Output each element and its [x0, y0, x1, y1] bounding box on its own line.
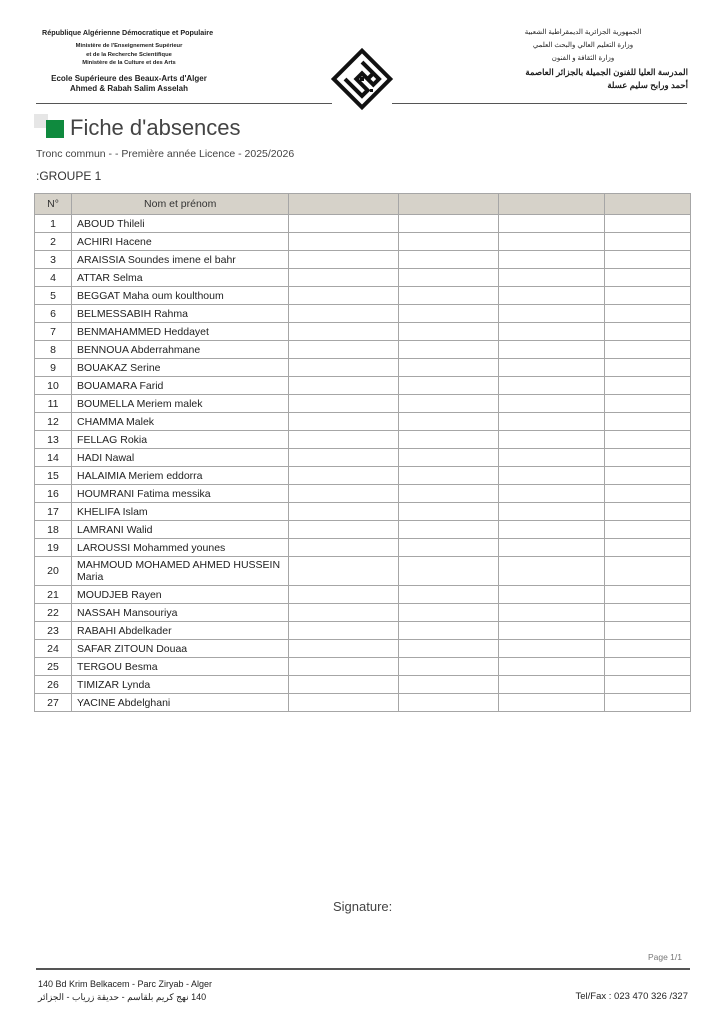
- student-name: TIMIZAR Lynda: [72, 676, 289, 694]
- attendance-cell[interactable]: [398, 305, 498, 323]
- header-divider-right: [392, 103, 687, 104]
- column-header-blank: [398, 194, 498, 215]
- student-name: YACINE Abdelghani: [72, 694, 289, 712]
- attendance-cell[interactable]: [289, 557, 398, 586]
- table-header-row: [35, 194, 691, 215]
- footer-divider: [36, 968, 690, 970]
- attendance-cell[interactable]: [604, 586, 690, 604]
- table-row: [35, 658, 691, 676]
- student-name: BENMAHAMMED Heddayet: [72, 323, 289, 341]
- attendance-cell[interactable]: [604, 467, 690, 485]
- attendance-cell[interactable]: [398, 341, 498, 359]
- attendance-cell[interactable]: [398, 658, 498, 676]
- row-number: 7: [35, 323, 72, 341]
- table-row: [35, 413, 691, 431]
- attendance-cell[interactable]: [289, 640, 398, 658]
- student-name: MOUDJEB Rayen: [72, 586, 289, 604]
- attendance-cell[interactable]: [289, 341, 398, 359]
- attendance-cell[interactable]: [604, 485, 690, 503]
- attendance-cell[interactable]: [604, 305, 690, 323]
- table-row: [35, 467, 691, 485]
- attendance-cell[interactable]: [398, 640, 498, 658]
- table-row: [35, 640, 691, 658]
- attendance-cell[interactable]: [289, 287, 398, 305]
- header-left-block: [34, 28, 224, 94]
- footer-telfax: Tel/Fax : 023 470 326 /327: [575, 991, 688, 1002]
- attendance-cell[interactable]: [604, 694, 690, 712]
- attendance-cell[interactable]: [398, 694, 498, 712]
- republic-name: République Algérienne Démocratique et Populaire: [42, 28, 214, 37]
- footer-address-fr: 140 Bd Krim Belkacem - Parc Ziryab - Alger: [38, 979, 213, 989]
- row-number: 16: [35, 485, 72, 503]
- attendance-cell[interactable]: [604, 377, 690, 395]
- attendance-cell[interactable]: [398, 287, 498, 305]
- attendance-cell[interactable]: [498, 269, 604, 287]
- attendance-cell[interactable]: [604, 622, 690, 640]
- table-row: [35, 395, 691, 413]
- student-name: BELMESSABIH Rahma: [72, 305, 289, 323]
- student-name: BEGGAT Maha oum koulthoum: [72, 287, 289, 305]
- attendance-cell[interactable]: [498, 586, 604, 604]
- attendance-cell[interactable]: [289, 305, 398, 323]
- student-name: RABAHI Abdelkader: [72, 622, 289, 640]
- ministry-line: et de la Recherche Scientifique: [86, 51, 172, 58]
- row-number: 19: [35, 539, 72, 557]
- attendance-cell[interactable]: [604, 539, 690, 557]
- row-number: 2: [35, 233, 72, 251]
- student-name: MAHMOUD MOHAMED AHMED HUSSEIN Maria: [72, 557, 289, 586]
- attendance-cell[interactable]: [498, 503, 604, 521]
- attendance-cell[interactable]: [498, 557, 604, 586]
- table-row: [35, 377, 691, 395]
- table-row: [35, 521, 691, 539]
- table-row: [35, 503, 691, 521]
- student-name: ATTAR Selma: [72, 269, 289, 287]
- signature-label: Signature:: [333, 899, 393, 914]
- arabic-header-line: الجمهورية الجزائرية الديمقراطية الشعبية: [524, 29, 642, 36]
- student-name: HOUMRANI Fatima messika: [72, 485, 289, 503]
- column-header-name: Nom et prénom: [72, 194, 289, 215]
- attendance-cell[interactable]: [604, 413, 690, 431]
- attendance-cell[interactable]: [498, 251, 604, 269]
- student-name: BOUAKAZ Serine: [72, 359, 289, 377]
- attendance-cell[interactable]: [398, 521, 498, 539]
- attendance-cell[interactable]: [398, 539, 498, 557]
- attendance-cell[interactable]: [289, 413, 398, 431]
- row-number: 22: [35, 604, 72, 622]
- row-number: 23: [35, 622, 72, 640]
- table-row: [35, 269, 691, 287]
- attendance-cell[interactable]: [289, 586, 398, 604]
- student-name: HALAIMIA Meriem eddorra: [72, 467, 289, 485]
- row-number: 25: [35, 658, 72, 676]
- attendance-cell[interactable]: [604, 323, 690, 341]
- row-number: 11: [35, 395, 72, 413]
- table-row: [35, 431, 691, 449]
- attendance-cell[interactable]: [289, 233, 398, 251]
- attendance-cell[interactable]: [398, 557, 498, 586]
- table-row: [35, 233, 691, 251]
- attendance-cell[interactable]: [498, 521, 604, 539]
- row-number: 18: [35, 521, 72, 539]
- attendance-cell[interactable]: [498, 539, 604, 557]
- table-row: [35, 287, 691, 305]
- attendance-cell[interactable]: [398, 413, 498, 431]
- student-name: HADI Nawal: [72, 449, 289, 467]
- student-name: BENNOUA Abderrahmane: [72, 341, 289, 359]
- attendance-cell[interactable]: [498, 359, 604, 377]
- attendance-cell[interactable]: [604, 287, 690, 305]
- attendance-cell[interactable]: [289, 604, 398, 622]
- column-header-blank: [604, 194, 690, 215]
- student-name: BOUAMARA Farid: [72, 377, 289, 395]
- attendance-cell[interactable]: [398, 215, 498, 233]
- attendance-cell[interactable]: [398, 485, 498, 503]
- attendance-cell[interactable]: [398, 377, 498, 395]
- row-number: 10: [35, 377, 72, 395]
- attendance-cell[interactable]: [498, 640, 604, 658]
- column-header-number: N°: [35, 194, 72, 215]
- attendance-cell[interactable]: [604, 521, 690, 539]
- attendance-cell[interactable]: [289, 467, 398, 485]
- arabic-school-name: المدرسة العليا للفنون الجميلة بالجزائر العاصمة: [525, 67, 688, 77]
- attendance-cell[interactable]: [398, 395, 498, 413]
- attendance-cell[interactable]: [604, 557, 690, 586]
- attendance-cell[interactable]: [498, 341, 604, 359]
- table-row: [35, 557, 691, 586]
- row-number: 5: [35, 287, 72, 305]
- row-number: 26: [35, 676, 72, 694]
- attendance-cell[interactable]: [498, 413, 604, 431]
- column-header-blank: [289, 194, 398, 215]
- attendance-cell[interactable]: [604, 503, 690, 521]
- row-number: 20: [35, 557, 72, 586]
- attendance-cell[interactable]: [289, 521, 398, 539]
- attendance-cell[interactable]: [289, 449, 398, 467]
- attendance-cell[interactable]: [289, 323, 398, 341]
- attendance-cell[interactable]: [289, 503, 398, 521]
- table-row: [35, 622, 691, 640]
- table-row: [35, 586, 691, 604]
- attendance-cell[interactable]: [498, 449, 604, 467]
- kufic-logo-icon: [330, 47, 394, 111]
- student-name: LAMRANI Walid: [72, 521, 289, 539]
- attendance-cell[interactable]: [398, 323, 498, 341]
- attendance-cell[interactable]: [289, 431, 398, 449]
- attendance-cell[interactable]: [289, 251, 398, 269]
- table-row: [35, 323, 691, 341]
- student-name: KHELIFA Islam: [72, 503, 289, 521]
- page-number: Page 1/1: [647, 952, 682, 962]
- attendance-cell[interactable]: [604, 658, 690, 676]
- table-row: [35, 485, 691, 503]
- table-row: [35, 449, 691, 467]
- group-label: :GROUPE 1: [36, 169, 102, 183]
- table-row: [35, 694, 691, 712]
- student-name: ABOUD Thileli: [72, 215, 289, 233]
- table-row: [35, 604, 691, 622]
- attendance-cell[interactable]: [498, 431, 604, 449]
- attendance-cell[interactable]: [604, 215, 690, 233]
- title-text: Fiche d'absences: [70, 115, 241, 140]
- arabic-header-line: وزارة التعليم العالي والبحث العلمي: [532, 42, 634, 49]
- attendance-cell[interactable]: [604, 640, 690, 658]
- student-name: TERGOU Besma: [72, 658, 289, 676]
- attendance-cell[interactable]: [289, 359, 398, 377]
- attendance-cell[interactable]: [289, 658, 398, 676]
- attendance-cell[interactable]: [604, 395, 690, 413]
- attendance-cell[interactable]: [498, 694, 604, 712]
- attendance-cell[interactable]: [604, 251, 690, 269]
- attendance-table: [34, 193, 691, 712]
- student-name: NASSAH Mansouriya: [72, 604, 289, 622]
- table-row: [35, 539, 691, 557]
- row-number: 17: [35, 503, 72, 521]
- student-name: LAROUSSI Mohammed younes: [72, 539, 289, 557]
- attendance-cell[interactable]: [498, 395, 604, 413]
- table-row: [35, 359, 691, 377]
- attendance-cell[interactable]: [498, 233, 604, 251]
- attendance-cell[interactable]: [604, 233, 690, 251]
- attendance-cell[interactable]: [398, 503, 498, 521]
- table-row: [35, 215, 691, 233]
- attendance-cell[interactable]: [289, 676, 398, 694]
- row-number: 4: [35, 269, 72, 287]
- attendance-cell[interactable]: [289, 269, 398, 287]
- attendance-cell[interactable]: [398, 251, 498, 269]
- arabic-school-name: أحمد ورابح سليم عسلة: [607, 80, 688, 90]
- student-name: SAFAR ZITOUN Douaa: [72, 640, 289, 658]
- attendance-cell[interactable]: [289, 395, 398, 413]
- attendance-cell[interactable]: [289, 215, 398, 233]
- attendance-cell[interactable]: [398, 233, 498, 251]
- attendance-cell[interactable]: [498, 287, 604, 305]
- attendance-cell[interactable]: [604, 269, 690, 287]
- row-number: 14: [35, 449, 72, 467]
- row-number: 1: [35, 215, 72, 233]
- table-row: [35, 251, 691, 269]
- student-name: ARAISSIA Soundes imene el bahr: [72, 251, 289, 269]
- attendance-cell[interactable]: [498, 467, 604, 485]
- row-number: 24: [35, 640, 72, 658]
- attendance-cell[interactable]: [604, 341, 690, 359]
- arabic-header-line: وزارة الثقافة و الفنون: [551, 55, 615, 62]
- attendance-cell[interactable]: [289, 622, 398, 640]
- attendance-cell[interactable]: [398, 586, 498, 604]
- row-number: 13: [35, 431, 72, 449]
- school-name: [34, 74, 224, 94]
- attendance-cell[interactable]: [289, 485, 398, 503]
- row-number: 6: [35, 305, 72, 323]
- attendance-cell[interactable]: [398, 359, 498, 377]
- attendance-cell[interactable]: [398, 467, 498, 485]
- attendance-cell[interactable]: [498, 377, 604, 395]
- attendance-cell[interactable]: [398, 604, 498, 622]
- attendance-cell[interactable]: [289, 377, 398, 395]
- attendance-cell[interactable]: [498, 658, 604, 676]
- student-name: FELLAG Rokia: [72, 431, 289, 449]
- attendance-cell[interactable]: [398, 449, 498, 467]
- title-square-icon: [46, 120, 64, 138]
- row-number: 8: [35, 341, 72, 359]
- attendance-cell[interactable]: [498, 305, 604, 323]
- attendance-cell[interactable]: [398, 622, 498, 640]
- school-name-line: Ecole Supérieure des Beaux-Arts d'Alger: [51, 73, 207, 83]
- row-number: 3: [35, 251, 72, 269]
- subtitle: Tronc commun - - Première année Licence - 2025/2026: [36, 148, 295, 160]
- attendance-cell[interactable]: [498, 622, 604, 640]
- student-name: CHAMMA Malek: [72, 413, 289, 431]
- attendance-cell[interactable]: [398, 431, 498, 449]
- attendance-cell[interactable]: [498, 604, 604, 622]
- attendance-cell[interactable]: [398, 269, 498, 287]
- student-name: ACHIRI Hacene: [72, 233, 289, 251]
- row-number: 27: [35, 694, 72, 712]
- attendance-cell[interactable]: [398, 676, 498, 694]
- attendance-cell[interactable]: [289, 539, 398, 557]
- row-number: 9: [35, 359, 72, 377]
- attendance-cell[interactable]: [289, 694, 398, 712]
- footer-address-ar: 140 نهج كريم بلقاسم - حديقة زرياب - الجزائر: [38, 992, 207, 1002]
- ministry-line: Ministère de l'Enseignement Supérieur: [75, 43, 183, 49]
- school-name-line: Ahmed & Rabah Salim Asselah: [70, 83, 188, 93]
- header-right-block: [488, 26, 688, 91]
- attendance-cell[interactable]: [498, 485, 604, 503]
- attendance-cell[interactable]: [498, 676, 604, 694]
- attendance-cell[interactable]: [498, 215, 604, 233]
- attendance-cell[interactable]: [498, 323, 604, 341]
- attendance-cell[interactable]: [604, 604, 690, 622]
- header-divider-left: [36, 103, 332, 104]
- table-row: [35, 676, 691, 694]
- attendance-cell[interactable]: [604, 359, 690, 377]
- attendance-cell[interactable]: [604, 676, 690, 694]
- student-name: BOUMELLA Meriem malek: [72, 395, 289, 413]
- table-row: [35, 341, 691, 359]
- column-header-blank: [498, 194, 604, 215]
- row-number: 15: [35, 467, 72, 485]
- attendance-cell[interactable]: [604, 449, 690, 467]
- table-row: [35, 305, 691, 323]
- row-number: 21: [35, 586, 72, 604]
- ministry-line: Ministère de la Culture et des Arts: [82, 60, 176, 67]
- row-number: 12: [35, 413, 72, 431]
- attendance-cell[interactable]: [604, 431, 690, 449]
